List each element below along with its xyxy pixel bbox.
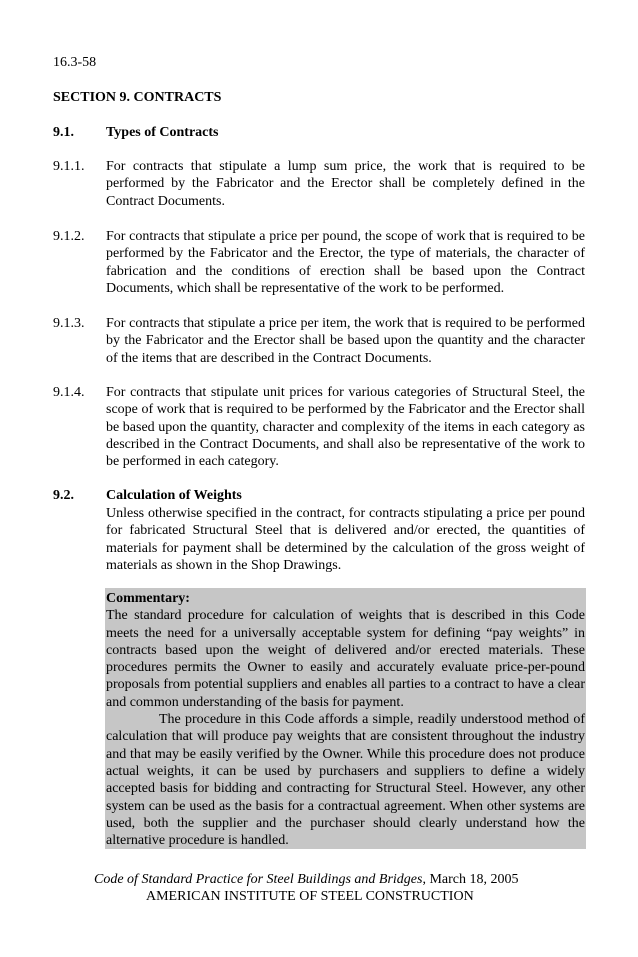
commentary-paragraph: The standard procedure for calculation of weights that is described in this Code meets the need for a universally acceptable system for defining “pay weights” in contracts based upon the weight of delivered and/or erected materials. These procedures permits the Owner to easily and accurately evaluate price-per-pound proposals from potential suppliers and enables all parties to a contract to have a clear and common understanding of the basis for payment.: [106, 608, 585, 710]
clause-number: 9.1.3.: [53, 316, 85, 331]
heading-title: Calculation of Weights: [106, 488, 242, 503]
clause-text: For contracts that stipulate a lump sum price, the work that is required to be performed by the Fabricator and the Erector shall be completely defined in the Contract Documents.: [106, 159, 585, 209]
footer-doc-title: Code of Standard Practice for Steel Buildings and Bridges: [94, 872, 423, 887]
footer-organization: AMERICAN INSTITUTE OF STEEL CONSTRUCTION: [146, 889, 474, 904]
section-title: SECTION 9. CONTRACTS: [53, 90, 222, 105]
clause-number: 9.1.1.: [53, 159, 85, 174]
clause-9-1-4: [53, 384, 585, 470]
heading-9-1: [53, 125, 219, 141]
clause-text: For contracts that stipulate unit prices for various categories of Structural Steel, the scope of work that is required to be performed by the Fabricator and the Erector shall be based upon the quantity, character and complexity of the items in each category as described in the Contract Documents, and shall also be representative of the work to be performed in each category.: [106, 385, 585, 470]
footer-citation: [94, 871, 519, 888]
heading-9-2: [53, 488, 242, 504]
heading-number: 9.2.: [53, 488, 74, 503]
clause-number: 9.1.4.: [53, 385, 85, 400]
heading-title: Types of Contracts: [106, 125, 219, 140]
clause-9-1-2: [53, 228, 585, 297]
heading-number: 9.1.: [53, 125, 74, 140]
clause-text: For contracts that stipulate a price per pound, the scope of work that is required to be performed by the Fabricator and the Erector, the type of materials, the character of fabrication and the conditions of erection shall be based upon the Contract Documents, which shall be representative of the work to be performed.: [106, 229, 585, 296]
footer-date: , March 18, 2005: [422, 872, 519, 887]
calculation-text: Unless otherwise specified in the contract, for contracts stipulating a price per pound for fabricated Structural Steel that is delivered and/or erected, the quantities of materials for payment shall be determined by the calculation of the gross weight of materials as shown in the Shop Drawings.: [106, 506, 585, 573]
commentary-box: [105, 588, 586, 849]
page-number: 16.3-58: [53, 55, 97, 70]
commentary-paragraph: The procedure in this Code affords a simple, readily understood method of calculation that will produce pay weights that are consistent throughout the industry and that may be easily verified by the Owner. While this procedure does not produce actual weights, it can be used by purchasers and suppliers to define a widely accepted basis for bidding and contracting for Structural Steel. However, any other system can be used as the basis for a contractual agreement. When other systems are used, both the supplier and the purchaser should clearly understand how the alternative procedure is handled.: [106, 712, 585, 849]
commentary-title: Commentary:: [106, 591, 190, 606]
clause-number: 9.1.2.: [53, 229, 85, 244]
clause-text: For contracts that stipulate a price per item, the work that is required to be performed by the Fabricator and the Erector shall be based upon the quantity and the character of the items that are described in the Contract Documents.: [106, 316, 585, 366]
clause-9-1-1: [53, 158, 585, 210]
clause-9-1-3: [53, 315, 585, 367]
